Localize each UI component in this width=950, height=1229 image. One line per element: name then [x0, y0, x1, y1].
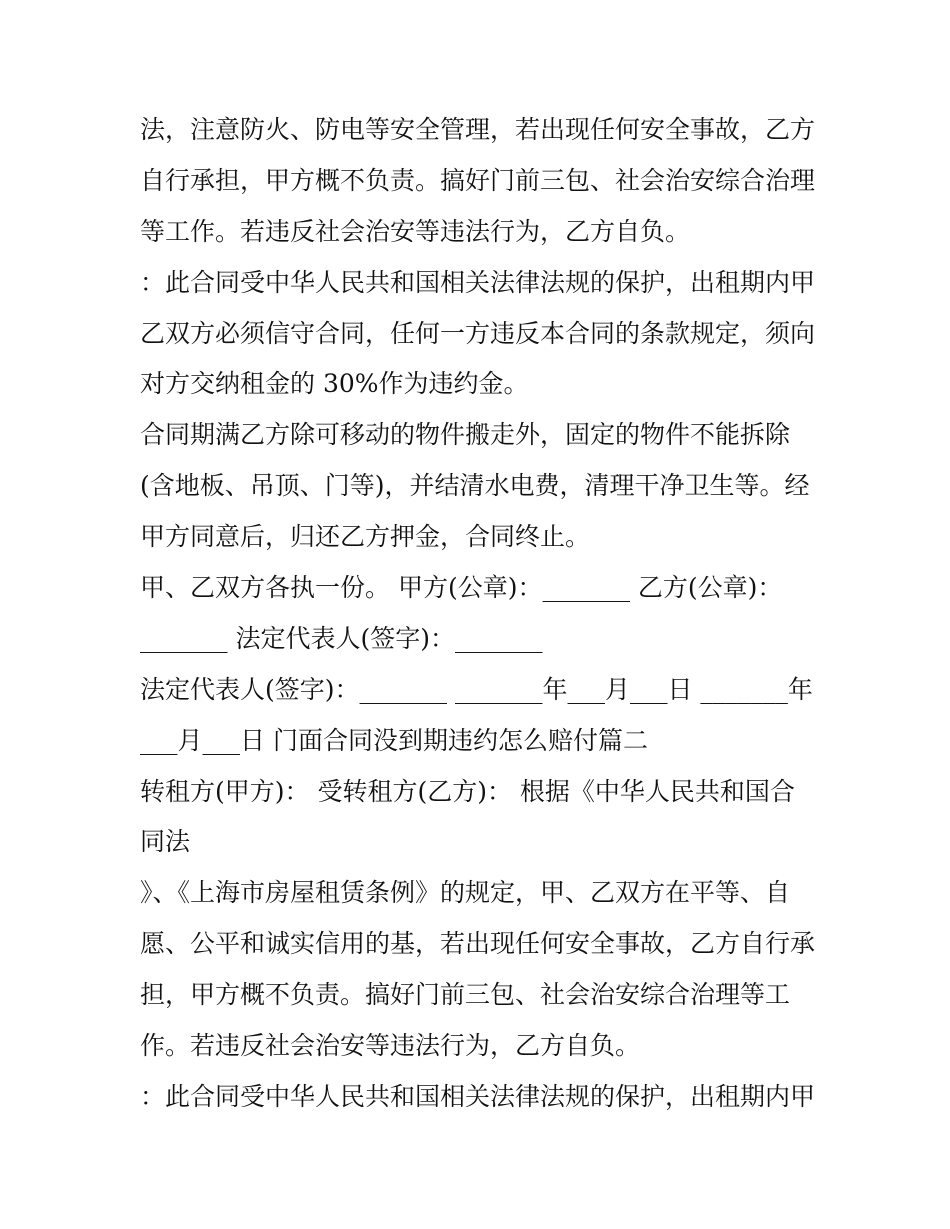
- text-line: 合同期满乙方除可移动的物件搬走外，固定的物件不能拆除: [140, 420, 791, 450]
- text-line: 担，甲方概不负责。搞好门前三包、社会治安综合治理等工: [140, 980, 791, 1010]
- text-line: 作。若违反社会治安等违法行为，乙方自负。: [140, 1031, 641, 1061]
- text-line: 愿、公平和诚实信用的基，若出现任何安全事故，乙方自行承: [140, 929, 816, 959]
- signature-line: _______ 法定代表人(签字)：_______: [140, 623, 543, 653]
- text-line: 甲方同意后，归还乙方押金，合同终止。: [140, 522, 591, 552]
- text-line: ：此合同受中华人民共和国相关法律法规的保护，出租期内甲: [140, 267, 816, 297]
- signature-line: 甲、乙双方各执一份。 甲方(公章)：_______ 乙方(公章)：: [140, 573, 783, 603]
- text-line: 法，注意防火、防电等安全管理，若出现任何安全事故，乙方: [140, 115, 816, 144]
- text-line: 等工作。若违反社会治安等违法行为，乙方自负。: [140, 216, 691, 246]
- text-line: (含地板、吊顶、门等)，并结清水电费，清理干净卫生等。经: [140, 471, 810, 501]
- text-line: ：此合同受中华人民共和国相关法律法规的保护，出租期内甲: [140, 1081, 816, 1111]
- date-line: 法定代表人(签字)：_______ _______年___月___日 _______年: [140, 674, 813, 704]
- text-line: 对方交纳租金的 30%作为违约金。: [140, 369, 529, 399]
- section-heading-line: ___月___日 门面合同没到期违约怎么赔付篇二: [140, 725, 648, 755]
- text-line: 乙双方必须信守合同，任何一方违反本合同的条款规定，须向: [140, 318, 816, 348]
- text-line: 同法: [140, 827, 191, 857]
- body-text: [140, 105, 820, 1123]
- text-line: 转租方(甲方)： 受转租方(乙方)： 根据《中华人民共和国合: [140, 776, 795, 806]
- text-line: 自行承担，甲方概不负责。搞好门前三包、社会治安综合治理: [140, 165, 816, 195]
- text-line: 》、《上海市房屋租赁条例》的规定，甲、乙双方在平等、自: [140, 878, 791, 908]
